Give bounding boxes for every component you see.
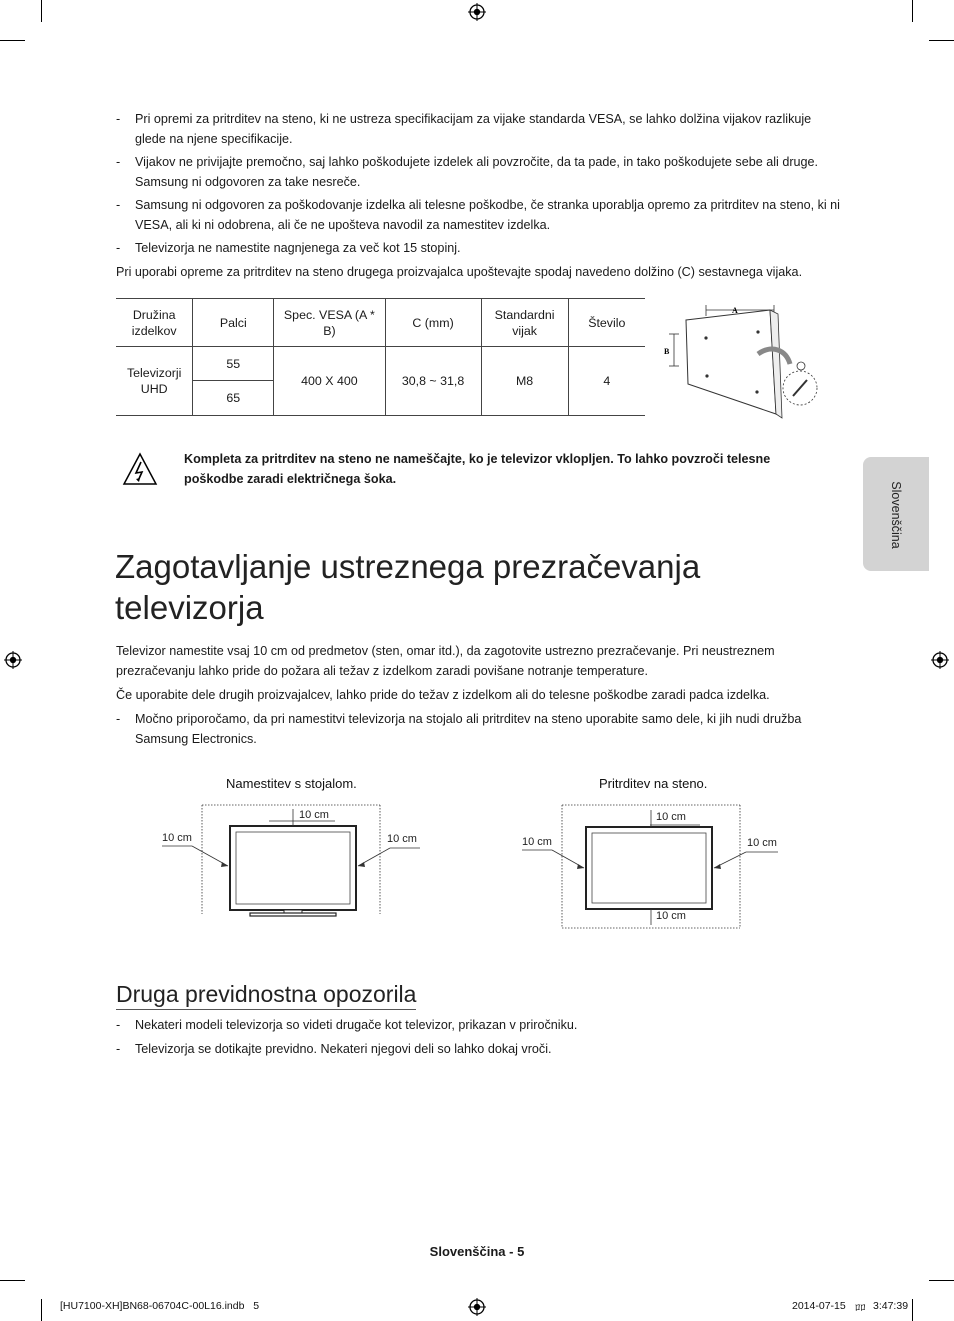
page-number: Slovenščina - 5 [429,1244,525,1259]
table-header: Spec. VESA (A * B) [274,299,385,347]
bullet-text: Televizorja se dotikajte previdno. Nekateri njegovi deli so lahko dokaj vroči. [135,1042,552,1056]
crop-mark [0,40,25,41]
wall-caption: Pritrditev na steno. [599,776,708,791]
registration-mark-icon [468,1298,486,1316]
intro-paragraph: Pri uporabi opreme za pritrditev na steno drugega proizvajalca upoštevajte spodaj navedeno dolžino (C) sestavnega vijaka. [116,265,803,279]
crop-mark [929,1280,954,1281]
crop-mark [929,40,954,41]
bullet-dash: - [116,1018,121,1032]
table-cell-c: 30,8 ~ 31,8 [385,347,481,416]
bullet-dash: - [116,1042,121,1056]
stand-gap-right: 10 cm [387,833,417,845]
stand-caption: Namestitev s stojalom. [226,776,357,791]
crop-mark [41,0,42,22]
wall-gap-bottom: 10 cm [656,910,686,922]
registration-mark-icon [468,3,486,21]
ventilation-paragraph: Če uporabite dele drugih proizvajalcev, lahko pride do težav z izdelkom ali do telesne poškodbe zaradi padca izdelka. [116,688,770,702]
wall-gap-left: 10 cm [522,836,552,848]
print-time-prefix: ﾛﾛ [855,1302,866,1314]
crop-mark [41,1299,42,1321]
print-time: 3:47:39 [873,1300,909,1312]
language-tab-label: Slovenščina [889,481,903,549]
bullet-dash: - [116,198,121,212]
table-cell-size: 55 [193,347,274,381]
wall-installation-diagram [520,796,790,932]
table-header: C (mm) [385,299,481,347]
ventilation-paragraph: Televizor namestite vsaj 10 cm od predmetov (sten, omar itd.), da zagotovite ustrezno prezračevanje. Pri neustreznem prezračevanju lahko pride do požara ali težav z izdelkom zaradi povišane notranje temperature. [116,644,775,678]
table-cell-screw: M8 [481,347,568,416]
registration-mark-icon [931,651,949,669]
table-header: Družina izdelkov [116,299,193,347]
wall-mount-diagram [662,302,822,420]
diagram-label-a: A [732,306,738,315]
bullet-dash: - [116,112,121,126]
warning-text: Kompleta za pritrditev na steno ne nameščajte, ko je televizor vklopljen. To lahko povzroči telesne poškodbe zaradi električnega šoka. [184,452,771,486]
language-tab [863,457,929,571]
stand-installation-diagram [150,796,440,926]
section-title: Zagotavljanje ustreznega prezračevanja televizorja [115,548,701,626]
stand-gap-top: 10 cm [299,809,329,821]
table-cell-vesa: 400 X 400 [274,347,385,416]
print-date: 2014-07-15 [792,1300,846,1312]
wall-gap-top: 10 cm [656,811,686,823]
crop-mark [0,1280,25,1281]
table-cell-count: 4 [568,347,645,416]
wall-gap-right: 10 cm [747,837,777,849]
crop-mark [912,0,913,22]
table-cell-size: 65 [193,381,274,416]
table-header: Standardni vijak [481,299,568,347]
bullet-text: Pri opremi za pritrditev na steno, ki ne ustreza specifikacijam za vijake standarda VESA, se lahko dolžina vijakov razlikuje glede na njene specifikacije. [135,112,812,146]
stand-gap-left: 10 cm [162,832,192,844]
subsection-title: Druga previdnostna opozorila [116,980,416,1010]
bullet-text: Vijakov ne privijajte premočno, saj lahko poškodujete izdelek ali povzročite, da ta pade, in tako poškodujete sebe ali druge. Samsung ni odgovoren za take nesreče. [135,155,819,189]
bullet-text: Samsung ni odgovoren za poškodovanje izdelka ali telesne poškodbe, če stranka uporablja opremo za pritrditev na steno, ki ni VESA, ali ki ni odobrena, ali če ne upošteva navodil za namestitev izdelka. [135,198,840,232]
registration-mark-icon [4,651,22,669]
table-header: Število [568,299,645,347]
bullet-text: Močno priporočamo, da pri namestitvi televizorja na stojalo ali pritrditev na steno uporabite samo dele, ki jih nudi družba Samsung Electronics. [135,712,802,746]
print-file-info: [HU7100-XH]BN68-06704C-00L16.indb 5 [60,1300,260,1312]
table-header: Palci [193,299,274,347]
bullet-dash: - [116,712,121,726]
vesa-spec-table [116,298,645,416]
bullet-text: Nekateri modeli televizorja so videti drugače kot televizor, prikazan v priročniku. [135,1018,578,1032]
bullet-text: Televizorja ne namestite nagnjenega za več kot 15 stopinj. [135,241,461,255]
electric-shock-warning-icon [122,452,158,486]
crop-mark [912,1299,913,1321]
diagram-label-b: B [664,347,670,356]
table-cell-family: Televizorji UHD [116,347,193,416]
bullet-dash: - [116,155,121,169]
bullet-dash: - [116,241,121,255]
